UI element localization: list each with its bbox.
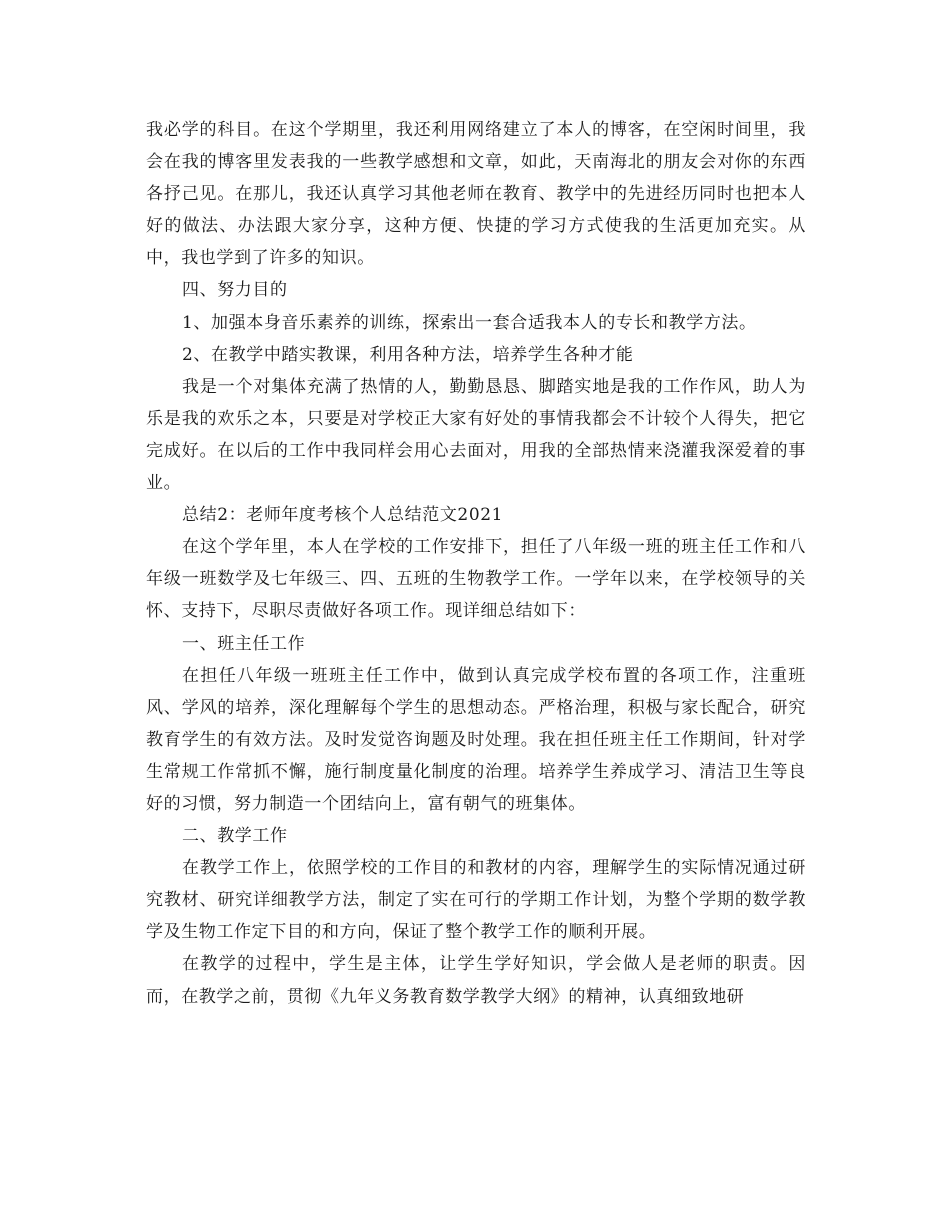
- goal-item-1: 1、加强本身音乐素养的训练，探索出一套合适我本人的专长和教学方法。: [182, 312, 757, 333]
- section-heading-teaching: 二、教学工作: [182, 826, 288, 847]
- document-page: [146, 114, 806, 1013]
- paragraph-1: 我必学的科目。在这个学期里，我还利用网络建立了本人的博客，在空闲时间里，我会在我的博客里发表我的一些教学感想和文章，如此，天南海北的朋友会对你的东西各抒己见。在那儿，我还认真学习其他老师在教育、教学中的先进经历同时也把本人好的做法、办法跟大家分享，这种方便、快捷的学习方式使我的生活更加充实。从中，我也学到了许多的知识。: [146, 120, 806, 269]
- paragraph-teaching-2: 在教学的过程中，学生是主体，让学生学好知识，学会做人是老师的职责。因而，在教学之前，贯彻《九年义务教育数学教学大纲》的精神，认真细致地研: [146, 954, 806, 1007]
- paragraph-closing: 我是一个对集体充满了热情的人，勤勤恳恳、脚踏实地是我的工作作风，助人为乐是我的欢乐之本，只要是对学校正大家有好处的事情我都会不计较个人得失，把它完成好。在以后的工作中我同样会用心去面对，用我的全部热情来浇灌我深爱着的事业。: [146, 376, 806, 494]
- section-heading-class-teacher: 一、班主任工作: [182, 633, 306, 654]
- paragraph-intro: 在这个学年里，本人在学校的工作安排下，担任了八年级一班的班主任工作和八年级一班数学及七年级三、四、五班的生物教学工作。一学年以来，在学校领导的关怀、支持下，尽职尽责做好各项工作。现详细总结如下：: [146, 537, 806, 622]
- paragraph-class-teacher: 在担任八年级一班班主任工作中，做到认真完成学校布置的各项工作，注重班风、学风的培养，深化理解每个学生的思想动态。严格治理，积极与家长配合，研究教育学生的有效方法。及时发觉咨询题及时处理。我在担任班主任工作期间，针对学生常规工作常抓不懈，施行制度量化制度的治理。培养学生养成学习、清洁卫生等良好的习惯，努力制造一个团结向上，富有朝气的班集体。: [146, 665, 806, 814]
- paragraph-teaching-1: 在教学工作上，依照学校的工作目的和教材的内容，理解学生的实际情况通过研究教材、研究详细教学方法，制定了实在可行的学期工作计划，为整个学期的数学教学及生物工作定下目的和方向，保证了整个教学工作的顺利开展。: [146, 858, 806, 943]
- section-heading-goals: 四、努力目的: [182, 280, 288, 301]
- goal-item-2: 2、在教学中踏实教课，利用各种方法，培养学生各种才能: [182, 344, 634, 365]
- summary-2-title: 总结2：老师年度考核个人总结范文2021: [182, 505, 504, 526]
